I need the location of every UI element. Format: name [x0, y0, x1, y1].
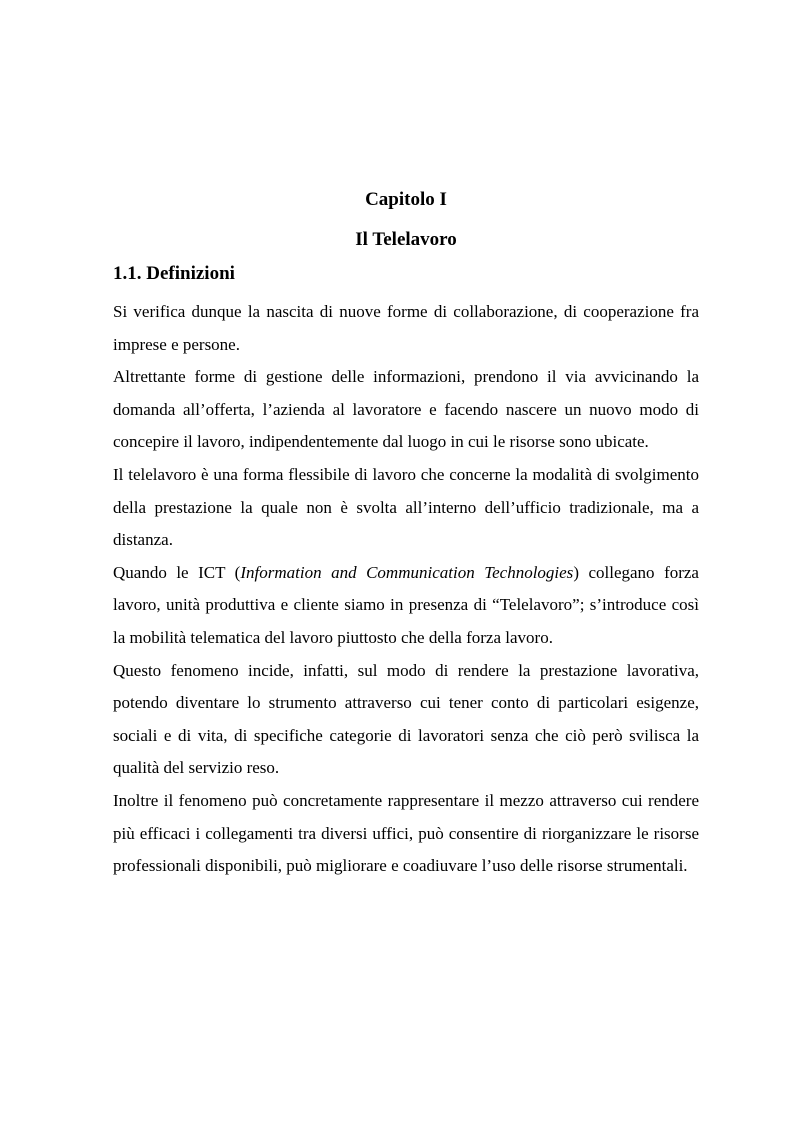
- paragraph-4: [113, 557, 699, 655]
- chapter-title: Il Telelavoro: [355, 229, 457, 250]
- paragraph-4-before: Quando le ICT (: [113, 562, 241, 582]
- paragraph-4-after: ) collegano forza lavoro, unità produttiva e cliente siamo in presenza di “Telelavoro”; s’introduce così la mobilità telematica del lavoro piuttosto che della forza lavoro.: [113, 562, 699, 647]
- paragraph-3: Il telelavoro è una forma flessibile di lavoro che concerne la modalità di svolgimento della prestazione la quale non è svolta all’interno dell’ufficio tradizionale, ma a distanza.: [113, 464, 699, 550]
- paragraph-5: Questo fenomeno incide, infatti, sul modo di rendere la prestazione lavorativa, potendo diventare lo strumento attraverso cui tener conto di particolari esigenze, sociali e di vita, di specifiche categorie di lavoratori senza che ciò però svilisca la qualità del servizio reso.: [113, 660, 699, 778]
- chapter-number: Capitolo I: [365, 189, 447, 210]
- paragraph-2: Altrettante forme di gestione delle informazioni, prendono il via avvicinando la domanda all’offerta, l’azienda al lavoratore e facendo nascere un nuovo modo di concepire il lavoro, indipendentemente dal luogo in cui le risorse sono ubicate.: [113, 367, 699, 452]
- paragraph-1: Si verifica dunque la nascita di nuove forme di collaborazione, di cooperazione fra imprese e persone.: [113, 302, 699, 354]
- section-heading: 1.1. Definizioni: [113, 263, 235, 284]
- body-text: [113, 296, 699, 883]
- paragraph-6: Inoltre il fenomeno può concretamente rappresentare il mezzo attraverso cui rendere più efficaci i collegamenti tra diversi uffici, può consentire di riorganizzare le risorse professionali disponibili, può migliorare e coadiuvare l’uso delle risorse strumentali.: [113, 790, 699, 876]
- paragraph-4-italic-term: Information and Communication Technologies: [240, 562, 574, 582]
